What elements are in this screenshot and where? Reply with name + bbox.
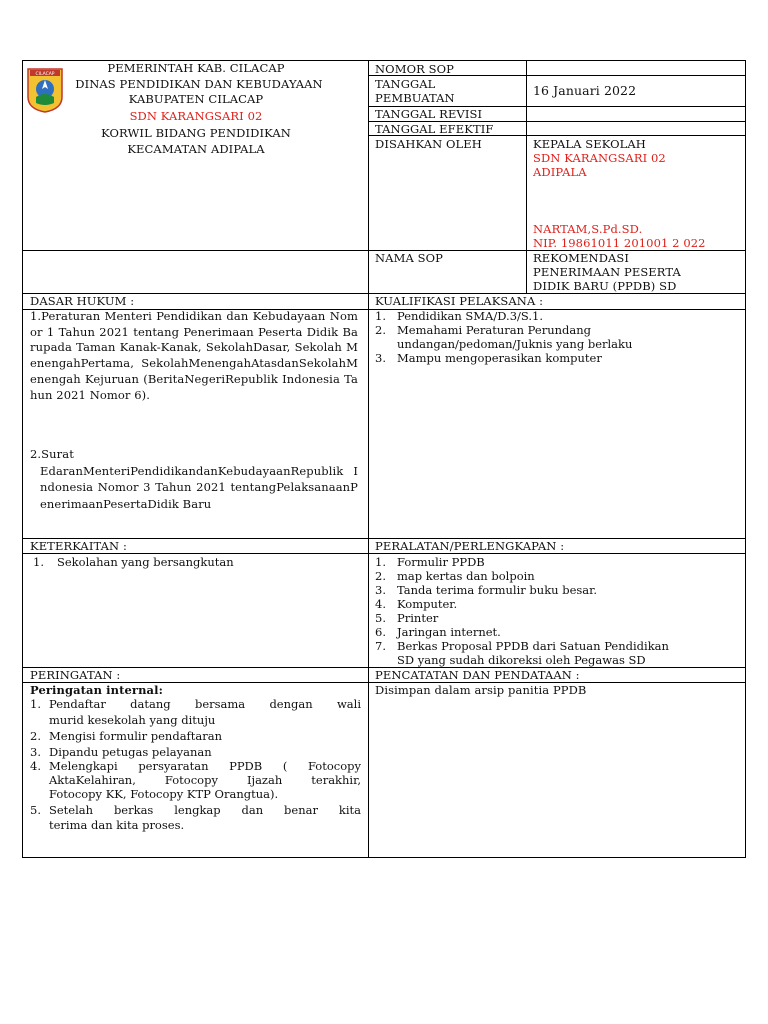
disahkan-location: ADIPALA — [533, 165, 587, 179]
list-item: 7. Berkas Proposal PPDB dari Satuan Pendidikan SD yang sudah dikoreksi oleh Pegawas SD — [375, 639, 669, 667]
list-item: 2. map kertas dan bolpoin — [375, 569, 535, 583]
sop-document — [22, 60, 746, 858]
list-item: 1. Pendaftar datang bersama dengan wali murid kesekolah yang dituju — [30, 697, 361, 727]
list-item: 5. Printer — [375, 611, 439, 625]
list-item: 5. Setelah berkas lengkap dan benar kita terima dan kita proses. — [30, 803, 361, 832]
disahkan-label: DISAHKAN OLEH — [375, 137, 482, 151]
list-item: 6. Jaringan internet. — [375, 625, 501, 639]
column-divider — [368, 61, 369, 858]
list-item: 3. Dipandu petugas pelayanan — [30, 745, 212, 759]
school-name: SDN KARANGSARI 02 — [129, 109, 263, 123]
list-item: 3. Tanda terima formulir buku besar. — [375, 583, 598, 597]
list-item: 1. Sekolahan yang bersangkutan — [33, 555, 234, 569]
list-item: 4. Komputer. — [375, 597, 458, 611]
principal-name: NARTAM,S.Pd.SD. — [533, 222, 643, 236]
header-line-1: PEMERINTAH KAB. CILACAP — [107, 61, 285, 75]
list-item: 4. Melengkapi persyaratan PPDB ( Fotocopy AktaKelahiran, Fotocopy Ijazah terakhir, Fotocopy KK, Fotocopy KTP Orangtua). — [30, 759, 361, 801]
dasar-hukum-item-2: EdaranMenteriPendidikandanKebudayaanRepublik Indonesia Nomor 3 Tahun 2021 tentangPelaksanaanPenerimaanPesertaDidik Baru — [40, 464, 358, 511]
header-line-6: KECAMATAN ADIPALA — [127, 142, 265, 156]
list-item: 1. Pendidikan SMA/D.3/S.1. — [375, 309, 543, 323]
kualifikasi-title: KUALIFIKASI PELAKSANA : — [375, 294, 544, 308]
header-line-2: DINAS PENDIDIKAN DAN KEBUDAYAAN — [75, 77, 323, 91]
list-item: 2. Mengisi formulir pendaftaran — [30, 729, 223, 743]
nama-sop-label: NAMA SOP — [375, 251, 443, 265]
tanggal-revisi-label: TANGGAL REVISI — [375, 107, 483, 121]
list-item: 3. Mampu mengoperasikan komputer — [375, 351, 602, 365]
nama-sop-line-1: REKOMENDASI — [533, 251, 630, 265]
tanggal-pembuatan-value: 16 Januari 2022 — [533, 83, 637, 98]
principal-nip: NIP. 19861011 201001 2 022 — [533, 236, 706, 250]
logo-text: CILACAP — [35, 72, 55, 77]
dasar-hukum-item-2-head: 2.Surat — [30, 447, 74, 461]
tanggal-pembuatan-label: TANGGAL — [375, 77, 436, 91]
tanggal-efektif-label: TANGGAL EFEKTIF — [375, 122, 494, 136]
nama-sop-line-3: DIDIK BARU (PPDB) SD — [533, 279, 677, 293]
kepala-sekolah-title: KEPALA SEKOLAH — [533, 137, 646, 151]
nama-sop-line-2: PENERIMAAN PESERTA — [533, 265, 681, 279]
keterkaitan-title: KETERKAITAN : — [30, 539, 127, 553]
list-item: 1. Formulir PPDB — [375, 555, 485, 569]
header-line-5: KORWIL BIDANG PENDIDIKAN — [101, 126, 291, 140]
dasar-hukum-item-1: 1.Peraturan Menteri Pendidikan dan Kebudayaan Nomor 1 Tahun 2021 tentang Penerimaan Peserta Didik Barupada Taman Kanak-Kanak, SekolahDasar, Sekolah MenengahPertama, SekolahMenengahAtasdanSekolahMenengah Kejuruan (BeritaNegeriRepublik Indonesia Tahun 2021 Nomor 6). — [30, 309, 358, 402]
list-item: 2. Memahami Peraturan Perundang undangan/pedoman/Juknis yang berlaku — [375, 323, 633, 351]
nomor-sop-label: NOMOR SOP — [375, 62, 454, 76]
peralatan-title: PERALATAN/PERLENGKAPAN : — [375, 539, 565, 553]
pencatatan-text: Disimpan dalam arsip panitia PPDB — [375, 683, 587, 697]
peringatan-title: PERINGATAN : — [30, 668, 121, 682]
disahkan-school: SDN KARANGSARI 02 — [533, 151, 666, 165]
peringatan-subtitle: Peringatan internal: — [30, 683, 163, 697]
row-line — [23, 553, 746, 554]
header-line-3: KABUPATEN CILACAP — [128, 92, 264, 106]
tanggal-pembuatan-label-2: PEMBUATAN — [375, 91, 455, 105]
dasar-hukum-title: DASAR HUKUM : — [30, 294, 135, 308]
meta-divider — [526, 61, 527, 293]
pencatatan-title: PENCATATAN DAN PENDATAAN : — [375, 668, 580, 682]
